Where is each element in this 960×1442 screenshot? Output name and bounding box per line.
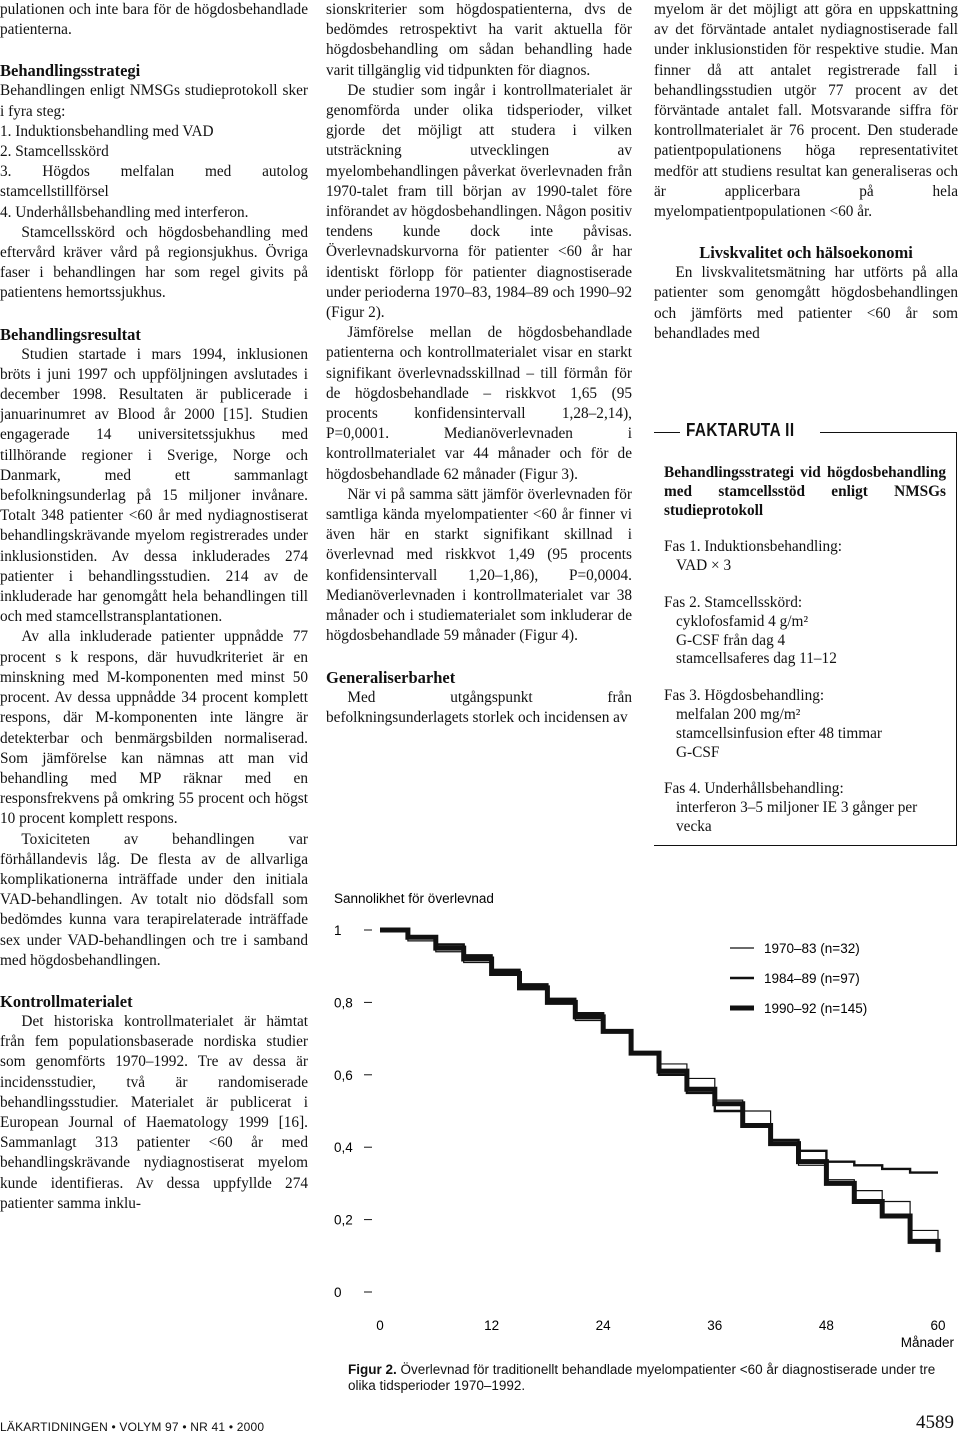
paragraph: pulationen och inte bara för de högdosbehandlade patienterna. (0, 1, 308, 39)
paragraph: Det historiska kontrollmaterialet är hämtat från fem populationsbaserade nordiska studier som genomförts 1970–1992. Tre av dessa är incidensstudier, två är randomiserade behandlingsstudier. Materialet är publicerat i European Journal of Haematology 1999 [16]. Sammanlagt 313 patienter <60 år med behandlingskrävande nydiagnostiserat myelom kunde identifieras. Av dessa uppfyllde 274 patienter samma inklu- (0, 1012, 308, 1212)
section-heading: Behandlingsstrategi (0, 61, 141, 81)
survival-chart-svg (322, 880, 960, 1350)
paragraph: De studier som ingår i kontrollmaterialet är genomförda under olika tidsperioder, vilket gjorde det möjligt att studera i vilken utsträckning utvecklingen av myelombehandlingen påverkat överlevnaden från 1970-talet fram till början av 1990-talet före införandet av högdosbehandlingen. Någon positiv tendens kunde dock inte påvisas. Överlevnadskurvorna för patienter <60 år har identiskt förlopp för patienter diagnostiserade under perioderna 1970–83, 1984–89 och 1990–92 (Figur 2). (326, 81, 632, 322)
phase-line: interferon 3–5 miljoner IE 3 gånger per vecka (676, 799, 918, 835)
phase-heading: Fas 4. Underhållsbehandling: (664, 780, 844, 798)
phase-line: G-CSF från dag 4 (676, 631, 786, 649)
y-axis-label: Sannolikhet för överlevnad (334, 891, 494, 906)
paragraph: sionskriterier som högdospatienterna, dvs de bedömdes retrospektivt ha varit aktuella för högdosbehandling om sådan behandling hade varit tillgänglig vid tidpunkten för diagnos. (326, 1, 632, 79)
paragraph: Behandlingen enligt NMSGs studieprotokoll sker i fyra steg: (0, 82, 308, 120)
section-heading: Generaliserbarhet (326, 667, 456, 687)
phase-line: cyklofosfamid 4 g/m² (676, 612, 809, 630)
phase-line: VAD × 3 (676, 557, 732, 575)
list-item: 3. Högdos melfalan med autolog stamcellstillförsel (0, 163, 308, 201)
y-tick-label: 0,4 (334, 1140, 353, 1156)
y-tick-label: 0,6 (334, 1067, 353, 1083)
journal-footer: LÄKARTIDNINGEN • VOLYM 97 • NR 41 • 2000 (0, 1420, 265, 1434)
paragraph: myelom är det möjligt att göra en uppskattning av det förväntade antalet nydiagnostiserade fall under inklusionstiden för respektive studie. Man finner då att antalet registrerade fall i behandlingsstudien utgör 77 procent av det förväntade antalet fall. Motsvarande siffra för kontrollmaterialet är 76 procent. Den studerade patientpopulationens höga representativitet medför att studiens resultat kan generaliseras och är applicerbara på hela myelompatientpopulationen <60 år. (654, 1, 958, 221)
phase-4 (664, 780, 946, 836)
paragraph: Stamcellsskörd och högdosbehandling med eftervård kräver vård på regionsjukhus. Övriga faser i behandlingen har som regel givits på patientens hemortssjukhus. (0, 223, 308, 302)
y-tick-label: 0 (334, 1285, 342, 1300)
legend-label: 1990–92 (n=145) (764, 1001, 868, 1016)
x-tick-label: 36 (707, 1318, 723, 1333)
phase-heading: Fas 3. Högdosbehandling: (664, 687, 825, 705)
paragraph: Av alla inkluderade patienter uppnådde 77 procent s k respons, där huvudkriteriet är en minskning med M-komponenten med minst 50 procent. Av dessa uppnådde 34 procent komplett respons, där M-komponenten inte längre är detekterbar och benmärgsbilden normaliserad. Som jämförelse kan nämnas att man vid behandling med MP räknar med en responsfrekvens på omkring 55 procent och högst 10 procent komplett respons. (0, 628, 308, 828)
y-tick-label: 0,8 (334, 995, 353, 1011)
fact-box-content (664, 464, 946, 855)
step-list (0, 122, 308, 223)
caption-text: Överlevnad för traditionellt behandlade myelompatienter <60 år diagnostiserade under tre olika tidsperioder 1970–1992. (348, 1362, 936, 1393)
y-tick-label: 0,2 (334, 1212, 353, 1228)
phase-2 (664, 594, 946, 669)
survival-chart (322, 880, 960, 1350)
paragraph: Med utgångspunkt från befolkningsunderlagets storlek och incidensen av (326, 688, 632, 726)
column-3 (654, 0, 958, 344)
paragraph: När vi på samma sätt jämför överlevnaden för samtliga kända myelompatienter <60 år finner vi även här en starkt signifikant skillnad i överlevnad med riskkvot 1,49 (95 procents konfidensintervall 1,20–1,86), P=0,0004. Medianöverlevnaden i kontrollmaterialet var 38 månader och i studiematerialet som inkluderar de högdosbehandlade 59 månader (Figur 4). (326, 485, 632, 645)
x-tick-label: 12 (484, 1318, 500, 1333)
section-heading: Kontrollmaterialet (0, 991, 133, 1011)
column-2 (326, 0, 632, 728)
section-heading: Livskvalitet och hälsoekonomi (699, 243, 913, 263)
fact-box-heading: Behandlingsstrategi vid högdosbehandling med stamcellsstöd enligt NMSGs studieprotokoll (664, 464, 946, 519)
x-tick-label: 0 (376, 1318, 384, 1333)
phase-line: melfalan 200 mg/m² (676, 705, 801, 723)
fact-box-title: FAKTARUTA II (686, 420, 795, 440)
paragraph: Studien startade i mars 1994, inklusionen bröts i juni 1997 och uppföljningen avslutades i december 1998. Resultaten är publicerade i januarinumret av Blood år 2000 [15]. Studien engagerade 14 universitetssjukhus med tillhörande regioner i Sverige, Norge och Danmark, med ett sammanlagt befolkningsunderlag på 15 miljoner invånare. Totalt 348 patienter <60 år med nydiagnostiserat behandlingskrävande myelom registrerades under inklusionstiden. Av dessa inkluderades 274 patienter i behandlingsstudien. 214 av de inkluderade har genomgått hela behandlingen till och med stamcellstransplantationen. (0, 345, 308, 626)
figure-caption (348, 1362, 958, 1394)
phase-line: stamcellsaferes dag 11–12 (676, 650, 837, 668)
list-item: 4. Underhållsbehandling med interferon. (0, 203, 249, 221)
column-1 (0, 0, 308, 1214)
phase-line: G-CSF (676, 743, 720, 761)
phase-line: stamcellsinfusion efter 48 timmar (676, 724, 883, 742)
phase-1 (664, 538, 946, 576)
paragraph: Toxiciteten av behandlingen var förhållandevis låg. De flesta av de allvarliga komplikationerna inträffade under den initiala VAD-behandlingen. Av totalt nio dödsfall som bedömdes kunna vara terapirelaterade inträffade sex under VAD-behandlingen och tre i samband med högdosbehandlingen. (0, 830, 308, 969)
legend-label: 1970–83 (n=32) (764, 941, 860, 956)
x-axis-label: Månader (900, 1335, 954, 1350)
list-item: 2. Stamcellsskörd (0, 143, 109, 161)
phase-3 (664, 687, 946, 762)
caption-label: Figur 2. (348, 1362, 397, 1377)
list-item: 1. Induktionsbehandling med VAD (0, 122, 214, 140)
phase-heading: Fas 2. Stamcellsskörd: (664, 593, 803, 611)
x-tick-label: 60 (930, 1318, 946, 1333)
phase-heading: Fas 1. Induktionsbehandling: (664, 538, 843, 556)
x-tick-label: 48 (818, 1318, 834, 1333)
legend-label: 1984–89 (n=97) (764, 971, 860, 986)
paragraph: Jämförelse mellan de högdosbehandlade patienterna och kontrollmaterialet visar en starkt signifikant överlevnadsskillnad – till förmån för de högdosbehandlade – riskkvot 1,65 (95 procents konfidensintervall 1,28–2,14), P=0,0001. Medianöverlevnaden i kontrollmaterialet var 44 månader och för de högdosbehandlade 62 månader (Figur 3). (326, 324, 632, 483)
x-tick-label: 24 (595, 1318, 611, 1333)
fact-box (654, 420, 958, 846)
y-tick-label: 1 (334, 923, 342, 938)
paragraph: En livskvalitetsmätning har utförts på alla patienter som genomgått högdosbehandlingen och jämförts med patienter <60 år som behandlades med (654, 264, 958, 342)
page-number: 4589 (916, 1412, 954, 1433)
section-heading: Behandlingsresultat (0, 324, 141, 344)
fact-box-title-box (680, 420, 820, 441)
